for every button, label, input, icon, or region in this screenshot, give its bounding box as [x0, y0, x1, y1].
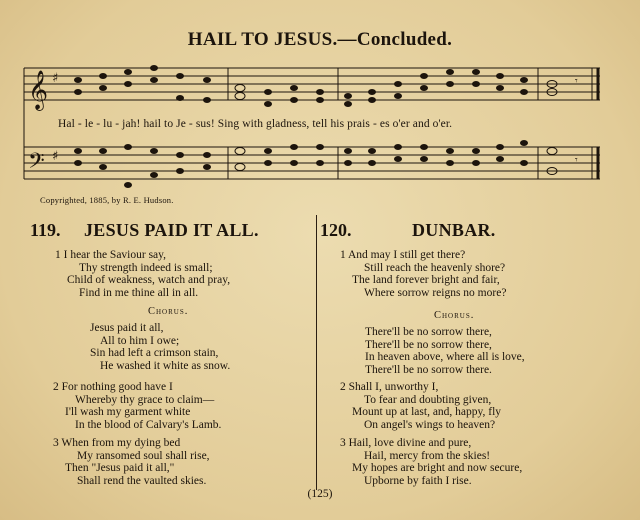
hymn-119-verse-3: 3 When from my dying bed My ransomed soul shall rise, Then "Jesus paid it all," Shall rend the vaulted skies.	[53, 437, 210, 487]
hymn-119-verse-2: 2 For nothing good have I Whereby thy grace to claim— I'll wash my garment white In the blood of Calvary's Lamb.	[53, 381, 222, 431]
column-divider	[316, 215, 317, 490]
sharp-icon: ♯	[52, 149, 59, 164]
score-lyric: Hal - le - lu - jah! hail to Je - sus! Sing with gladness, tell his prais - es o'er and o'er.	[58, 118, 453, 130]
sharp-icon: ♯	[52, 71, 59, 86]
bass-clef-icon: 𝄢	[28, 149, 45, 179]
hymn-120-number: 120.	[320, 220, 352, 240]
hymn-120-verse-2: 2 Shall I, unworthy I, To fear and doubting given, Mount up at last, and, happy, fly On angel's wings to heaven?	[340, 381, 502, 431]
treble-clef-icon: 𝄞	[28, 70, 49, 110]
music-score	[0, 0, 640, 200]
hymn-120-chorus-label: Chorus.	[434, 310, 475, 321]
hymn-119-number: 119.	[30, 220, 61, 240]
hymn-120-verse-1: 1 And may I still get there? Still reach the heavenly shore? The land forever bright and fair, Where sorrow reigns no more?	[340, 249, 507, 299]
hymn-119-chorus: Jesus paid it all, All to him I owe; Sin had left a crimson stain, He washed it white as snow.	[90, 322, 231, 372]
svg-text:𝄾: 𝄾	[575, 155, 578, 166]
hymn-119-chorus-label: Chorus.	[148, 306, 189, 317]
svg-text:𝄾: 𝄾	[575, 76, 578, 87]
hymn-119-verse-1: 1 I hear the Saviour say, Thy strength indeed is small; Child of weakness, watch and pray, Find in me thine all in all.	[55, 249, 231, 299]
hymn-120-verse-3: 3 Hail, love divine and pure, Hail, mercy from the skies! My hopes are bright and now secure, Upborne by faith I rise.	[340, 437, 523, 487]
page-title: HAIL TO JESUS.—Concluded.	[187, 29, 453, 50]
copyright-notice: Copyrighted, 1885, by R. E. Hudson.	[40, 195, 174, 205]
hymn-120-title: DUNBAR.	[412, 220, 496, 240]
hymn-119-title: JESUS PAID IT ALL.	[84, 220, 259, 240]
treble-notes	[74, 65, 578, 107]
bass-staff	[24, 100, 600, 179]
hymn-120-chorus: There'll be no sorrow there, There'll be no sorrow there, In heaven above, where all is love, There'll be no sorrow there.	[365, 326, 525, 376]
treble-staff	[24, 68, 600, 100]
page-number: (125)	[307, 488, 333, 500]
